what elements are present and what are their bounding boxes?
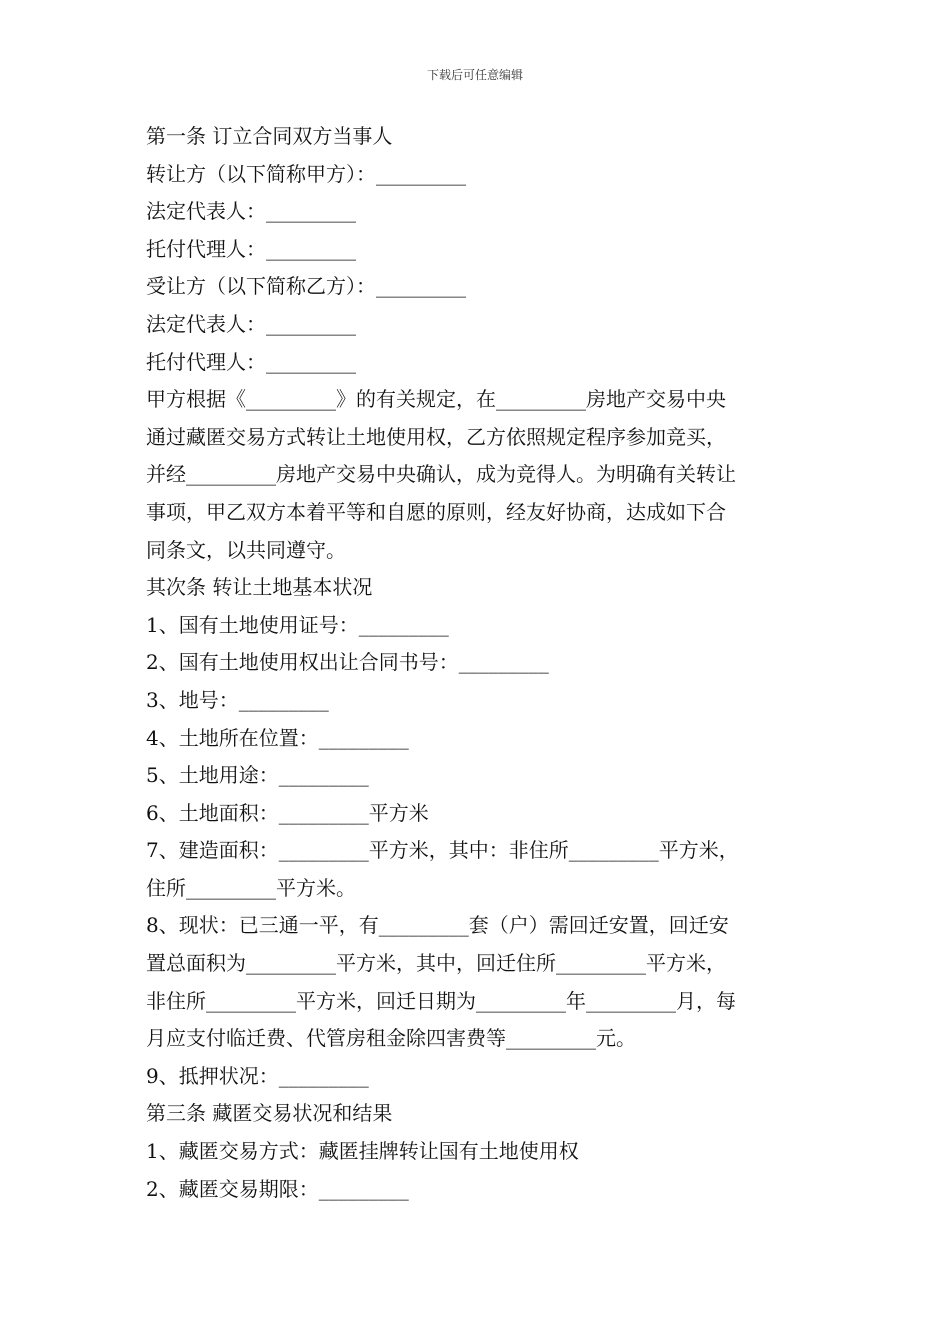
agent-line: 托付代理人：_________ (146, 236, 356, 261)
list-item: 2、藏匿交易期限：_________ (146, 1176, 409, 1201)
list-item-continuation: 置总面积为_________平方米，其中，回迁住所_________平方米， (146, 951, 726, 976)
list-item-continuation: 住所_________平方米。 (146, 875, 356, 900)
page-header: 下载后可任意编辑 (426, 68, 523, 82)
legal-representative-line: 法定代表人：_________ (146, 311, 356, 336)
list-item: 2、国有土地使用权出让合同书号：_________ (146, 650, 549, 675)
article-2-heading: 其次条 转让土地基本状况 (146, 575, 373, 600)
document-body (146, 118, 808, 1208)
body-paragraph-line: 同条文，以共同遵守。 (146, 537, 346, 562)
list-item: 5、土地用途：_________ (146, 763, 369, 788)
list-item: 1、藏匿交易方式：藏匿挂牌转让国有土地使用权 (146, 1139, 579, 1164)
list-item-continuation: 月应支付临迁费、代管房租金除四害费等_________元。 (146, 1026, 636, 1051)
article-1-heading: 第一条 订立合同双方当事人 (146, 124, 393, 148)
list-item: 6、土地面积：_________平方米 (146, 800, 429, 825)
list-item: 3、地号：_________ (146, 687, 329, 712)
body-paragraph-line: 甲方根据《_________》的有关规定，在_________房地产交易中央 (146, 387, 726, 412)
body-paragraph-line: 事项，甲乙双方本着平等和自愿的原则，经友好协商，达成如下合 (146, 499, 726, 524)
legal-representative-line: 法定代表人：_________ (146, 199, 356, 224)
body-paragraph-line: 通过藏匿交易方式转让土地使用权，乙方依照规定程序参加竞买， (146, 424, 726, 449)
transferee-line: 受让方（以下简称乙方）：_________ (146, 274, 466, 299)
transferor-line: 转让方（以下简称甲方）：_________ (146, 161, 466, 186)
body-paragraph-line: 并经_________房地产交易中央确认，成为竞得人。为明确有关转让 (146, 462, 736, 487)
list-item: 8、现状：已三通一平，有_________套（户）需回迁安置，回迁安 (146, 913, 729, 938)
list-item: 1、国有土地使用证号：_________ (146, 612, 449, 637)
list-item: 9、抵押状况：_________ (146, 1063, 369, 1088)
list-item-continuation: 非住所_________平方米，回迁日期为_________年_________月，每 (146, 988, 736, 1013)
list-item: 7、建造面积：_________平方米，其中：非住所_________平方米， (146, 838, 739, 863)
list-item: 4、土地所在位置：_________ (146, 725, 409, 750)
agent-line: 托付代理人：_________ (146, 349, 356, 374)
article-3-heading: 第三条 藏匿交易状况和结果 (146, 1101, 393, 1126)
